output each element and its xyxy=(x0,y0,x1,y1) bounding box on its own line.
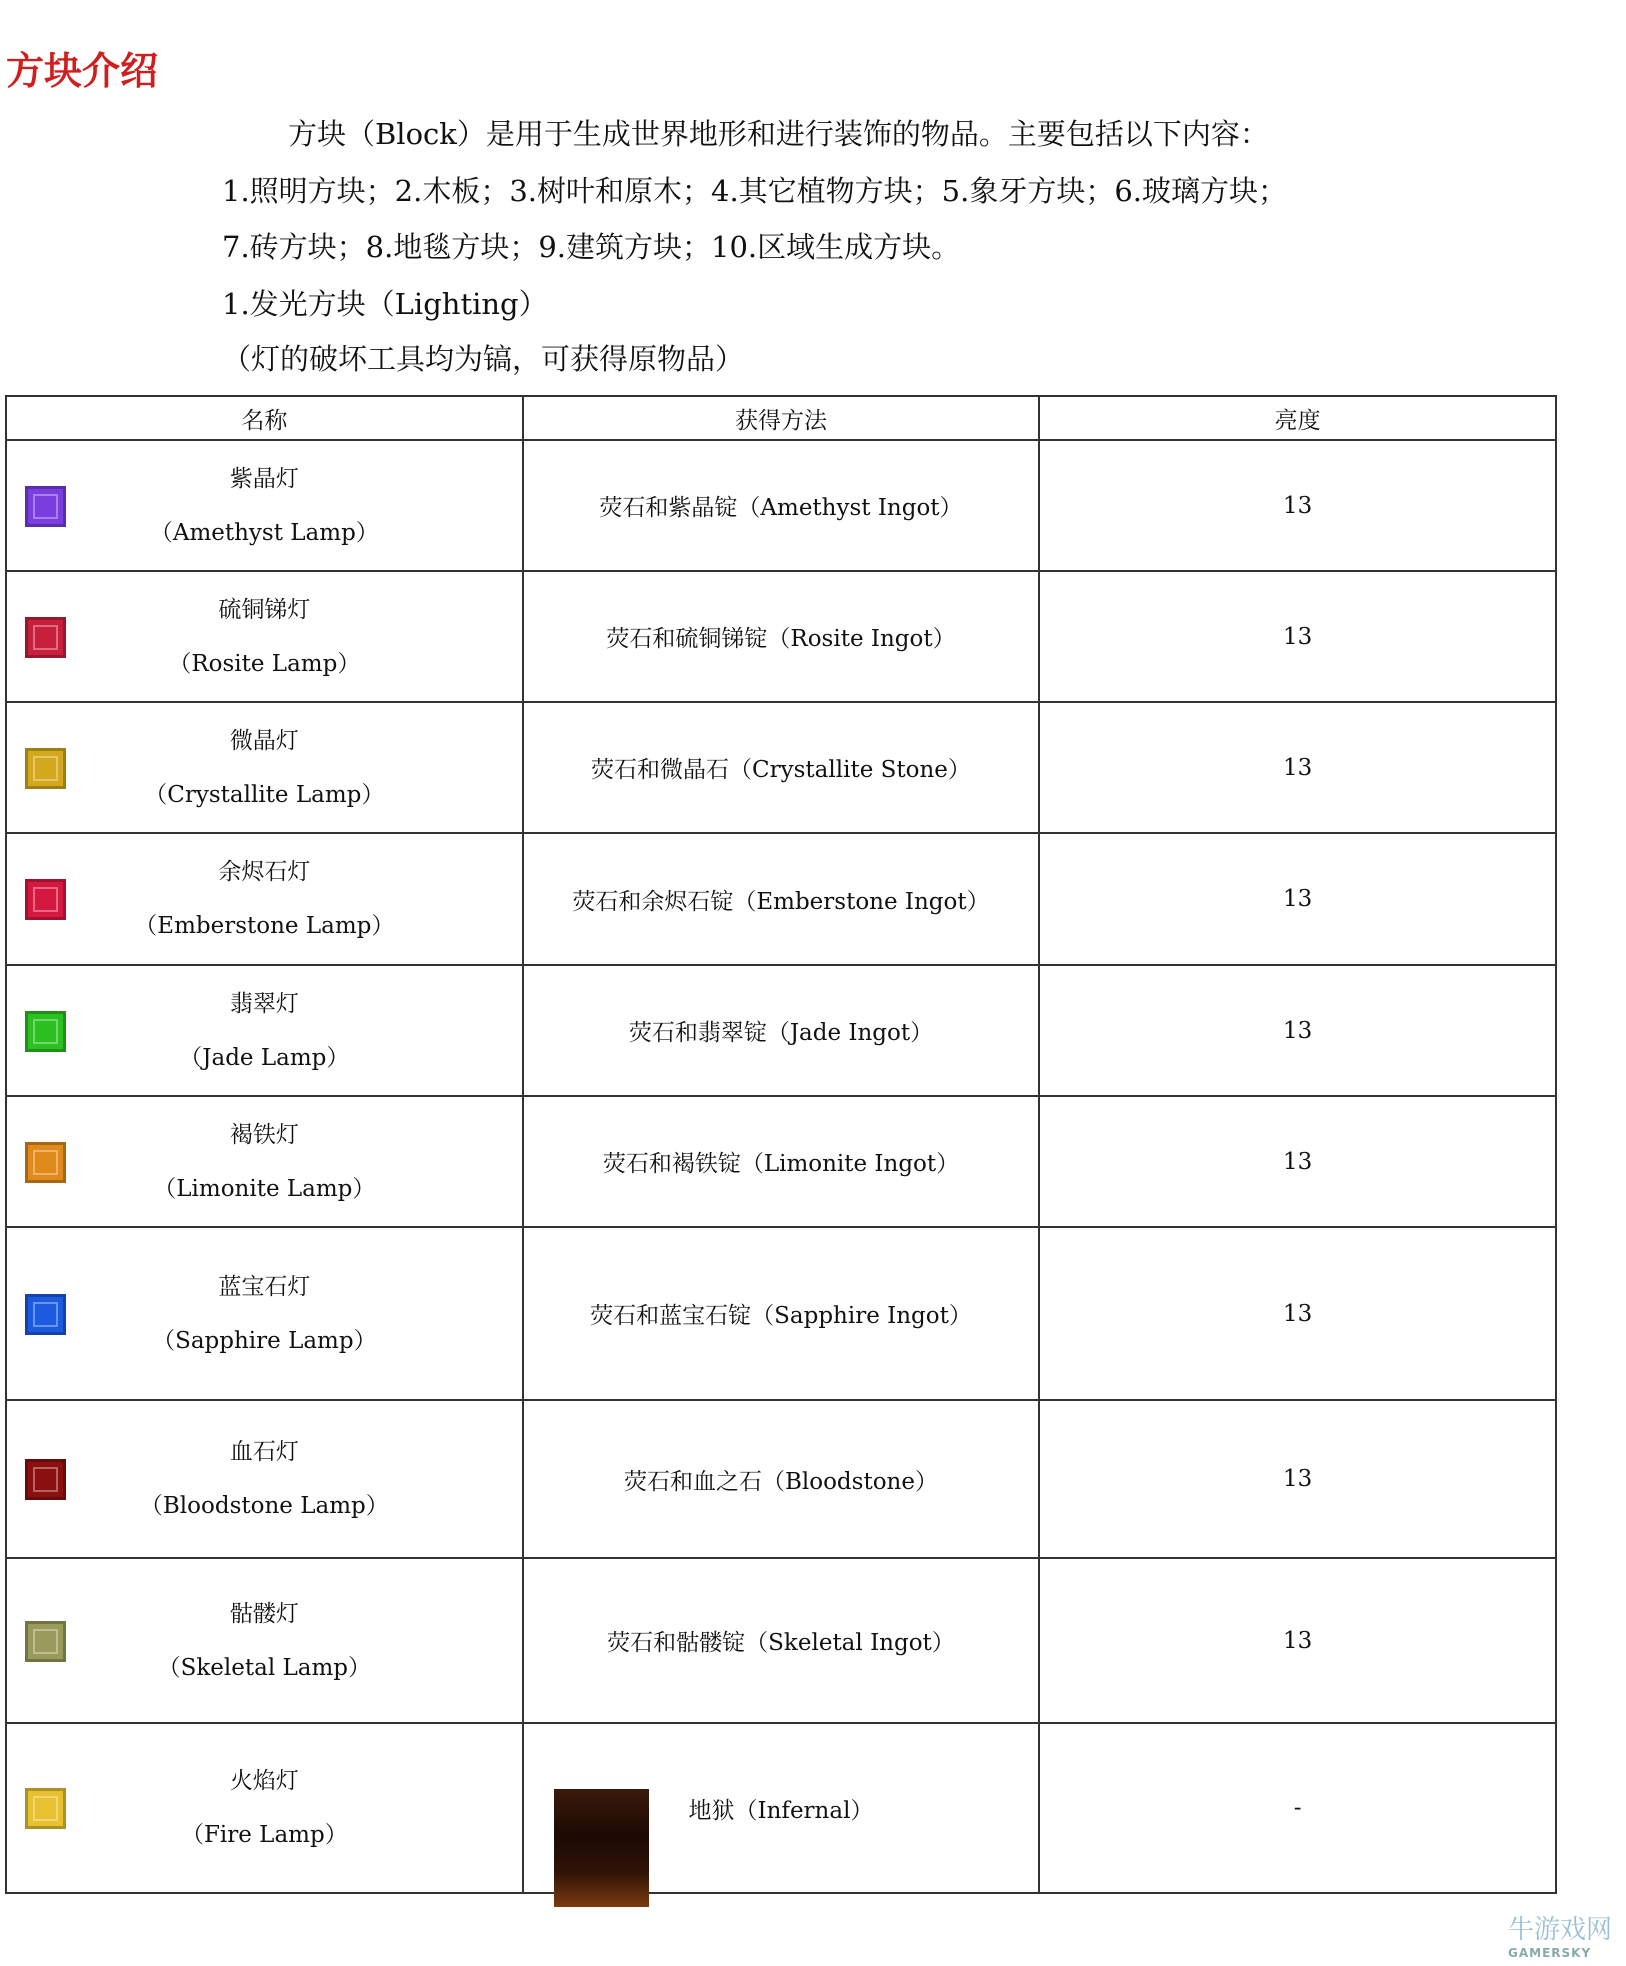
table-row xyxy=(6,965,1556,1096)
lamp-name-en: （Sapphire Lamp） xyxy=(152,1327,377,1354)
method-text: 荧石和微晶石（Crystallite Stone） xyxy=(591,757,971,783)
method-cell xyxy=(523,1558,1040,1723)
method-text: 荧石和蓝宝石锭（Sapphire Ingot） xyxy=(590,1303,972,1329)
brightness-cell: 13 xyxy=(1039,1227,1556,1400)
table-row xyxy=(6,1227,1556,1400)
brightness-cell: 13 xyxy=(1039,1558,1556,1723)
table-row xyxy=(6,440,1556,571)
method-text: 荧石和褐铁锭（Limonite Ingot） xyxy=(602,1151,960,1177)
lamp-name-cn: 骷髅灯 xyxy=(229,1600,299,1627)
lamp-name-cn: 蓝宝石灯 xyxy=(218,1273,311,1300)
lamp-name-en: （Bloodstone Lamp） xyxy=(139,1493,389,1519)
method-cell xyxy=(523,1227,1040,1400)
method-cell xyxy=(523,1096,1040,1227)
lamp-name-en: （Crystallite Lamp） xyxy=(144,781,385,808)
name-cell xyxy=(6,1227,523,1400)
lamp-name-en: （Rosite Lamp） xyxy=(168,650,361,677)
method-text: 荧石和血之石（Bloodstone） xyxy=(623,1468,938,1495)
lamp-name-en: （Emberstone Lamp） xyxy=(134,913,395,939)
brightness-cell: 13 xyxy=(1039,833,1556,965)
brightness-cell: 13 xyxy=(1039,440,1556,571)
lamp-name-en: （Jade Lamp） xyxy=(179,1044,350,1071)
name-cell xyxy=(6,571,523,702)
name-cell xyxy=(6,1096,523,1227)
lamp-name-cn: 褐铁灯 xyxy=(229,1121,299,1148)
method-text: 地狱（Infernal） xyxy=(688,1797,874,1824)
lamp-name-en: （Amethyst Lamp） xyxy=(149,519,379,546)
header-name: 名称 xyxy=(6,396,523,440)
name-cell xyxy=(6,1558,523,1723)
infernal-block-icon xyxy=(554,1789,649,1907)
method-text: 荧石和硫铜锑锭（Rosite Ingot） xyxy=(606,626,956,652)
brightness-cell: 13 xyxy=(1039,965,1556,1096)
name-cell xyxy=(6,833,523,965)
table-row xyxy=(6,833,1556,965)
header-brightness: 亮度 xyxy=(1039,396,1556,440)
gamersky-watermark: 牛游戏网 GAMERSKY xyxy=(1507,1915,1612,1960)
category-list-2: 7.砖方块；8.地毯方块；9.建筑方块；10.区域生成方块。 xyxy=(222,230,961,264)
lamp-name-cn: 紫晶灯 xyxy=(229,465,299,492)
name-cell xyxy=(6,440,523,571)
table-row xyxy=(6,1558,1556,1723)
lamp-name-cn: 硫铜锑灯 xyxy=(218,596,311,623)
method-cell xyxy=(523,833,1040,965)
lamp-name-cn: 微晶灯 xyxy=(229,727,299,754)
table-row xyxy=(6,1400,1556,1558)
brightness-cell: - xyxy=(1039,1723,1556,1893)
name-cell xyxy=(6,1400,523,1558)
lamp-name-cn: 火焰灯 xyxy=(229,1768,299,1794)
lamp-name-cn: 翡翠灯 xyxy=(229,990,299,1017)
method-text: 荧石和余烬石锭（Emberstone Ingot） xyxy=(572,888,990,915)
table-row xyxy=(6,702,1556,833)
method-cell xyxy=(523,965,1040,1096)
intro-paragraph: 方块（Block）是用于生成世界地形和进行装饰的物品。主要包括以下内容： xyxy=(288,117,1269,151)
lighting-table xyxy=(5,395,1557,1894)
method-cell xyxy=(523,1723,1040,1893)
lamp-name-en: （Skeletal Lamp） xyxy=(157,1654,372,1681)
table-row xyxy=(6,571,1556,702)
brightness-cell: 13 xyxy=(1039,702,1556,833)
category-list-1: 1.照明方块；2.木板；3.树叶和原木；4.其它植物方块；5.象牙方块；6.玻璃方块； xyxy=(222,174,1288,208)
method-cell xyxy=(523,440,1040,571)
lamp-name-en: （Fire Lamp） xyxy=(180,1822,348,1848)
method-text: 荧石和翡翠锭（Jade Ingot） xyxy=(628,1020,934,1046)
brightness-cell: 13 xyxy=(1039,1400,1556,1558)
subsection-note: （灯的破坏工具均为镐，可获得原物品） xyxy=(222,342,745,376)
method-cell xyxy=(523,702,1040,833)
subsection-heading: 1.发光方块（Lighting） xyxy=(222,287,548,321)
name-cell xyxy=(6,1723,523,1893)
method-text: 荧石和紫晶锭（Amethyst Ingot） xyxy=(599,495,963,521)
lamp-name-cn: 血石灯 xyxy=(229,1439,299,1465)
method-cell xyxy=(523,571,1040,702)
method-cell xyxy=(523,1400,1040,1558)
lamp-name-en: （Limonite Lamp） xyxy=(153,1175,376,1202)
lamp-name-cn: 余烬石灯 xyxy=(218,859,311,885)
name-cell xyxy=(6,965,523,1096)
table-row xyxy=(6,1096,1556,1227)
brightness-cell: 13 xyxy=(1039,1096,1556,1227)
method-text: 荧石和骷髅锭（Skeletal Ingot） xyxy=(607,1630,955,1656)
brightness-cell: 13 xyxy=(1039,571,1556,702)
name-cell xyxy=(6,702,523,833)
section-title: 方块介绍 xyxy=(6,48,159,93)
table-header-row xyxy=(6,396,1556,440)
table-row xyxy=(6,1723,1556,1893)
header-method: 获得方法 xyxy=(523,396,1040,440)
